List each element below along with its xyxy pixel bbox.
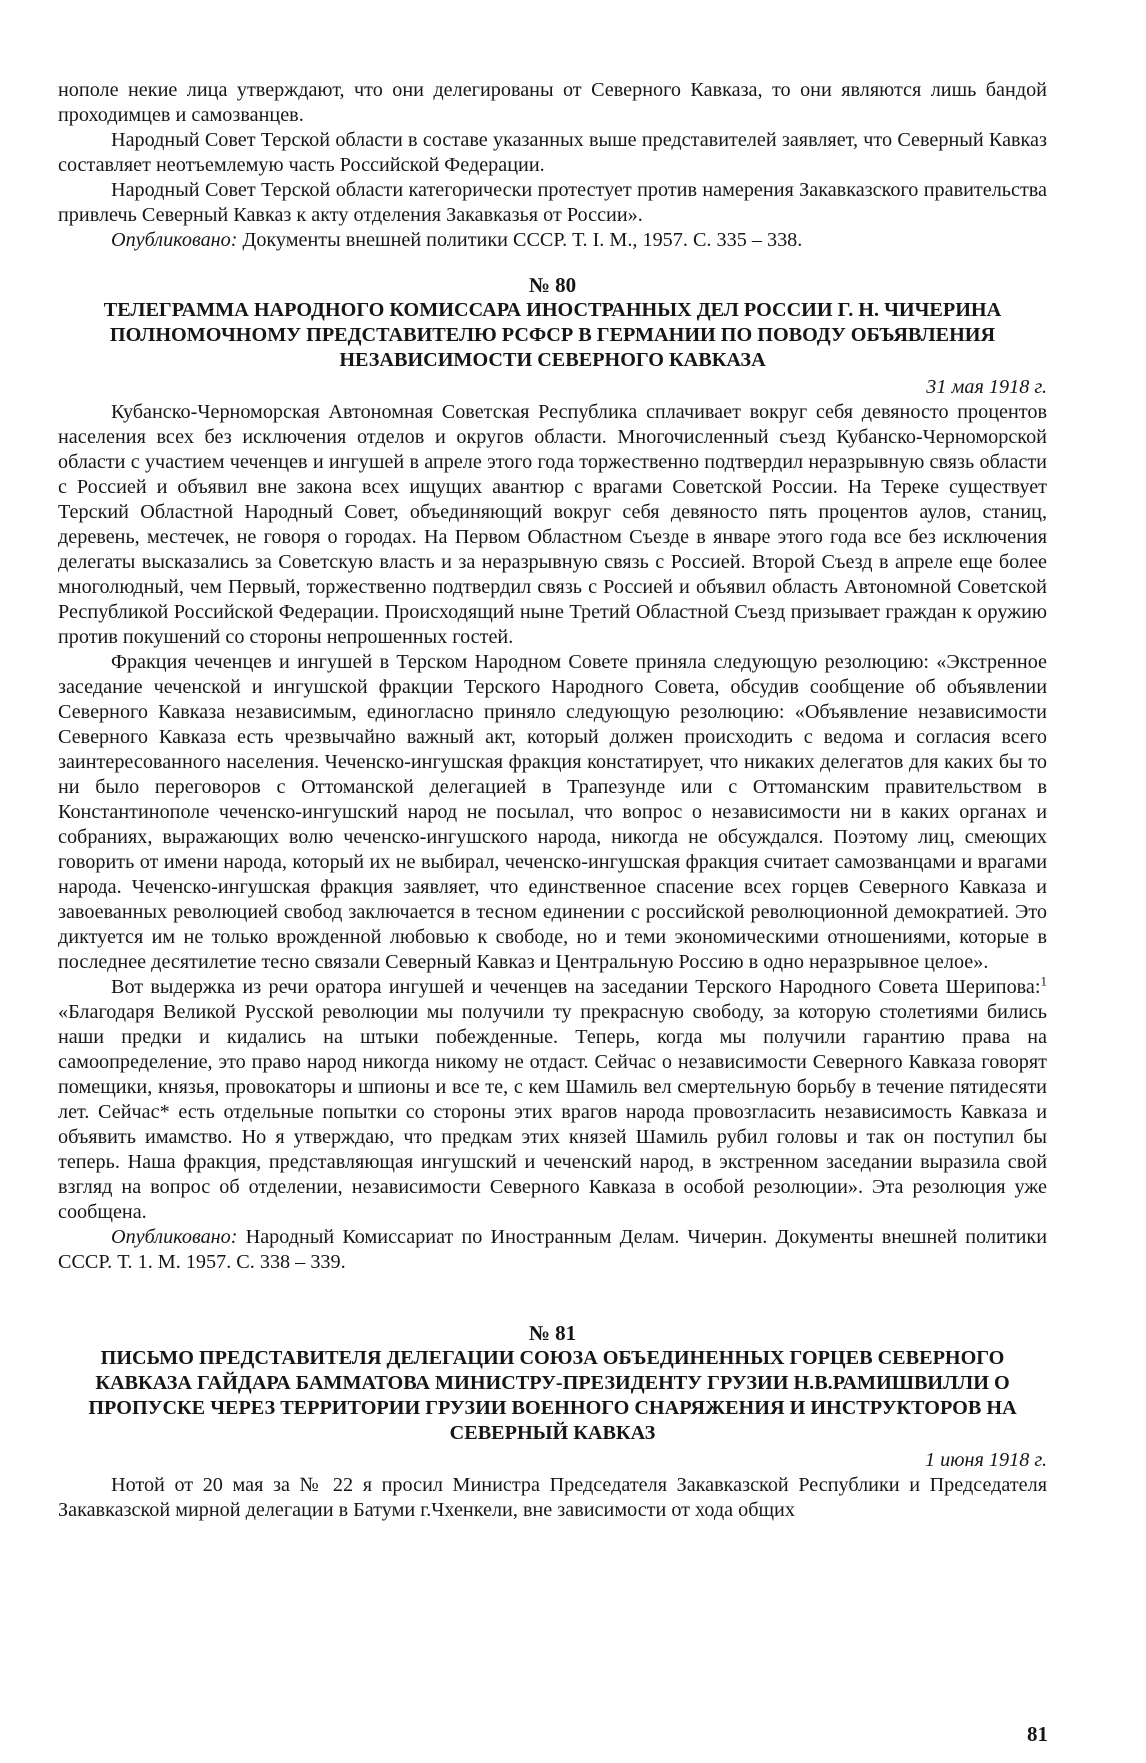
paragraph-top-2: Народный Совет Терской области в составе указанных выше представителей заявляет, что Северный Кавказ составляет неотъемлемую часть Российской Федерации. [58,129,1047,176]
paragraph-80-speech [58,975,1047,1225]
footnote-marker: 1 [1040,973,1047,989]
published-text: Народный Комиссариат по Иностранным Делам. Чичерин. Документы внешней политики СССР. Т. 1. М. 1957. С. 338 – 339. [58,1226,1047,1273]
published-source-80 [58,1225,1047,1275]
speech-intro: Вот выдержка из речи оратора ингушей и чеченцев на заседании Терского Народного Совета Шерипова: [111,976,1041,998]
paragraph-81-1: Нотой от 20 мая за № 22 я просил Министра Председателя Закавказской Республики и Председателя Закавказской мирной делегации в Батуми г.Чхенкели, вне зависимости от хода общих [58,1474,1047,1521]
published-source-top [58,228,1047,253]
document-date-81: 1 июня 1918 г. [925,1449,1047,1471]
document-date-80: 31 мая 1918 г. [926,376,1047,398]
document-number-80: № 80 [528,273,577,297]
document-number-81: № 81 [528,1321,577,1345]
paragraph-80-2: Фракция чеченцев и ингушей в Терском Народном Совете приняла следующую резолюцию: «Экстренное заседание чеченской и ингушской фракции Терского Народного Совета, обсудив сообщение об объявлении Северного Кавказа независимым, единогласно приняло следующую резолюцию: «Объявление независимости Северного Кавказа есть чрезвычайно важный акт, который должен происходить с ведома и согласия всего заинтересованного населения. Чеченско-ингушская фракция констатирует, что никаких делегатов для каких бы то ни было переговоров с Оттоманской делегацией в Трапезунде или с Оттоманским правительством в Константинополе чеченско-ингушский народ не посылал, что вопрос о независимости ни в каких органах и собраниях, выражающих волю чеченско-ингушского народа, никогда не обсуждался. Поэтому лиц, смеющих говорить от имени народа, который их не выбирал, чеченско-ингушская фракция считает самозванцами и врагами народа. Чеченско-ингушская фракция заявляет, что единственное спасение всех горцев Северного Кавказа и завоеванных революцией свобод заключается в тесном единении с российской революционной демократией. Это диктуется им не только врожденной любовью к свободе, но и теми экономическими отношениями, которые в последнее десятилетие тесно связали Северный Кавказ и Центральную Россию в одно неразрывное целое». [58,651,1047,973]
published-label: Опубликовано: [111,1226,238,1248]
paragraph-top-3: Народный Совет Терской области категорически протестует против намерения Закавказского правительства привлечь Северный Кавказ к акту отделения Закавказья от России». [58,179,1047,226]
document-title-81: ПИСЬМО ПРЕДСТАВИТЕЛЯ ДЕЛЕГАЦИИ СОЮЗА ОБЪЕДИНЕННЫХ ГОРЦЕВ СЕВЕРНОГО КАВКАЗА ГАЙДАРА БАММАТОВА МИНИСТРУ-ПРЕЗИДЕНТУ ГРУЗИИ Н.В.РАМИШВИЛЛИ О ПРОПУСКЕ ЧЕРЕЗ ТЕРРИТОРИИ ГРУЗИИ ВОЕННОГО СНАРЯЖЕНИЯ И ИНСТРУКТОРОВ НА СЕВЕРНЫЙ КАВКАЗ [88,1347,1017,1444]
published-label: Опубликовано: [111,229,238,251]
page-number: 81 [1027,1722,1048,1746]
paragraph-top-1: нополе некие лица утверждают, что они делегированы от Северного Кавказа, то они являются лишь бандой проходимцев и самозванцев. [58,79,1047,126]
document-title-80: ТЕЛЕГРАММА НАРОДНОГО КОМИССАРА ИНОСТРАННЫХ ДЕЛ РОССИИ Г. Н. ЧИЧЕРИНА ПОЛНОМОЧНОМУ ПРЕДСТАВИТЕЛЮ РСФСР В ГЕРМАНИИ ПО ПОВОДУ ОБЪЯВЛЕНИЯ НЕЗАВИСИМОСТИ СЕВЕРНОГО КАВКАЗА [103,299,1002,371]
published-text: Документы внешней политики СССР. Т. I. М., 1957. С. 335 – 338. [237,229,803,251]
speech-quote: «Благодаря Великой Русской революции мы получили ту прекрасную свободу, за которую столетиями бились наши предки и кидались на штыки побежденные. Теперь, когда мы получили гарантию права на самоопределение, это право народ никогда никому не отдаст. Сейчас о независимости Северного Кавказа говорят помещики, князья, провокаторы и шпионы и все те, с кем Шамиль вел смертельную борьбу в течение пятидесяти лет. Сейчас* есть отдельные попытки со стороны этих врагов народа провозгласить независимость Кавказа и объявить имамство. Но я утверждаю, что предкам этих князей Шамиль рубил головы и так он поступил бы теперь. Наша фракция, представляющая ингушский и чеченский народ, в экстренном заседании выразила свой взгляд на вопрос об отделении, независимости Северного Кавказа в особой резолюции». Эта резолюция уже сообщена. [58,1001,1047,1223]
paragraph-80-1: Кубанско-Черноморская Автономная Советская Республика сплачивает вокруг себя девяносто процентов населения всех без исключения отделов и округов области. Многочисленный съезд Кубанско-Черноморской области с участием чеченцев и ингушей в апреле этого года торжественно подтвердил неразрывную связь области с Россией и объявил вне закона всех ищущих авантюр с врагами Советской России. На Тереке существует Терский Областной Народный Совет, объединяющий вокруг себя девяносто пять процентов аулов, станиц, деревень, местечек, не говоря о городах. На Первом Областном Съезде в январе этого года все без исключения делегаты высказались за Советскую власть и за неразрывную связь с Россией. Второй Съезд в апреле еще более многолюдный, чем Первый, торжественно подтвердил связь с Россией и объявил область Автономной Советской Республикой Российской Федерации. Происходящий ныне Третий Областной Съезд призывает граждан к оружию против покушений со стороны непрошенных гостей. [58,401,1047,648]
